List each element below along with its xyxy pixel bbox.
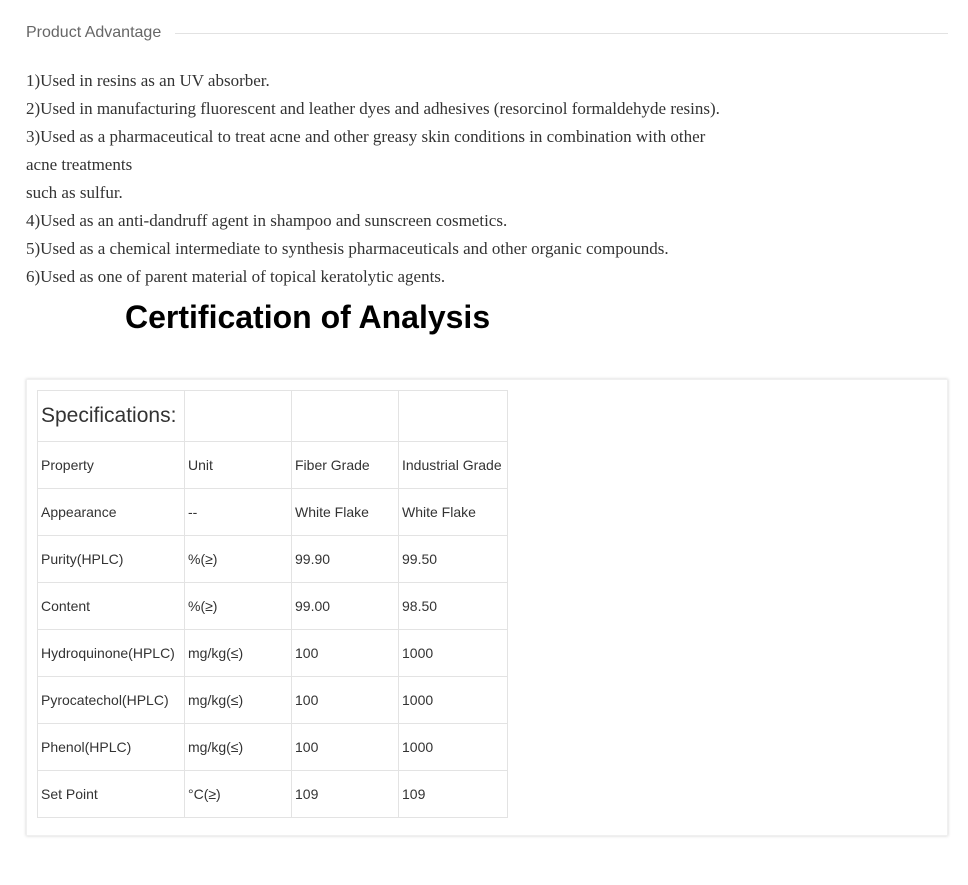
table-cell: Purity(HPLC)	[38, 536, 185, 583]
table-row	[38, 489, 508, 536]
table-cell: 99.90	[292, 536, 399, 583]
table-cell: Set Point	[38, 771, 185, 818]
table-cell: 100	[292, 724, 399, 771]
table-row	[38, 771, 508, 818]
table-cell: %(≥)	[185, 583, 292, 630]
uses-line: 5)Used as a chemical intermediate to synthesis pharmaceuticals and other organic compounds.	[26, 239, 669, 258]
table-cell: 1000	[399, 630, 508, 677]
table-row	[38, 630, 508, 677]
table-cell: 109	[399, 771, 508, 818]
table-title-row	[38, 391, 508, 442]
table-cell: Phenol(HPLC)	[38, 724, 185, 771]
table-cell: °C(≥)	[185, 771, 292, 818]
coa-title: Certification of Analysis	[125, 299, 491, 335]
table-cell	[399, 391, 508, 442]
uses-line: 4)Used as an anti-dandruff agent in shampoo and sunscreen cosmetics.	[26, 211, 508, 230]
table-cell: 99.50	[399, 536, 508, 583]
table-row	[38, 536, 508, 583]
column-header: Property	[38, 442, 185, 489]
table-cell	[185, 391, 292, 442]
table-row	[38, 583, 508, 630]
specifications-card	[26, 379, 948, 836]
table-cell: mg/kg(≤)	[185, 630, 292, 677]
table-cell: Appearance	[38, 489, 185, 536]
section-title: Product Advantage	[26, 24, 162, 41]
table-header-row	[38, 442, 508, 489]
column-header: Fiber Grade	[292, 442, 399, 489]
uses-line: 3)Used as a pharmaceutical to treat acne and other greasy skin conditions in combination with other	[26, 127, 706, 146]
table-cell: Hydroquinone(HPLC)	[38, 630, 185, 677]
table-cell: %(≥)	[185, 536, 292, 583]
table-cell: White Flake	[399, 489, 508, 536]
column-header: Industrial Grade	[399, 442, 508, 489]
column-header: Unit	[185, 442, 292, 489]
table-cell: 1000	[399, 677, 508, 724]
uses-line: 2)Used in manufacturing fluorescent and leather dyes and adhesives (resorcinol formaldehyde resins).	[26, 99, 720, 118]
table-cell: 109	[292, 771, 399, 818]
specifications-label: Specifications:	[38, 391, 185, 442]
table-cell: Pyrocatechol(HPLC)	[38, 677, 185, 724]
uses-line: acne treatments	[26, 155, 133, 174]
uses-line: 6)Used as one of parent material of topical keratolytic agents.	[26, 267, 446, 286]
section-header	[26, 22, 948, 44]
table-cell: 98.50	[399, 583, 508, 630]
table-row	[38, 677, 508, 724]
table-row	[38, 724, 508, 771]
specifications-table	[37, 390, 508, 818]
section-divider	[175, 33, 948, 34]
uses-line: such as sulfur.	[26, 183, 123, 202]
table-cell	[292, 391, 399, 442]
table-cell: White Flake	[292, 489, 399, 536]
table-cell: mg/kg(≤)	[185, 677, 292, 724]
table-cell: 1000	[399, 724, 508, 771]
uses-list	[26, 67, 720, 291]
table-cell: --	[185, 489, 292, 536]
table-cell: 100	[292, 630, 399, 677]
table-cell: 100	[292, 677, 399, 724]
table-cell: 99.00	[292, 583, 399, 630]
table-cell: Content	[38, 583, 185, 630]
uses-line: 1)Used in resins as an UV absorber.	[26, 71, 270, 90]
table-cell: mg/kg(≤)	[185, 724, 292, 771]
